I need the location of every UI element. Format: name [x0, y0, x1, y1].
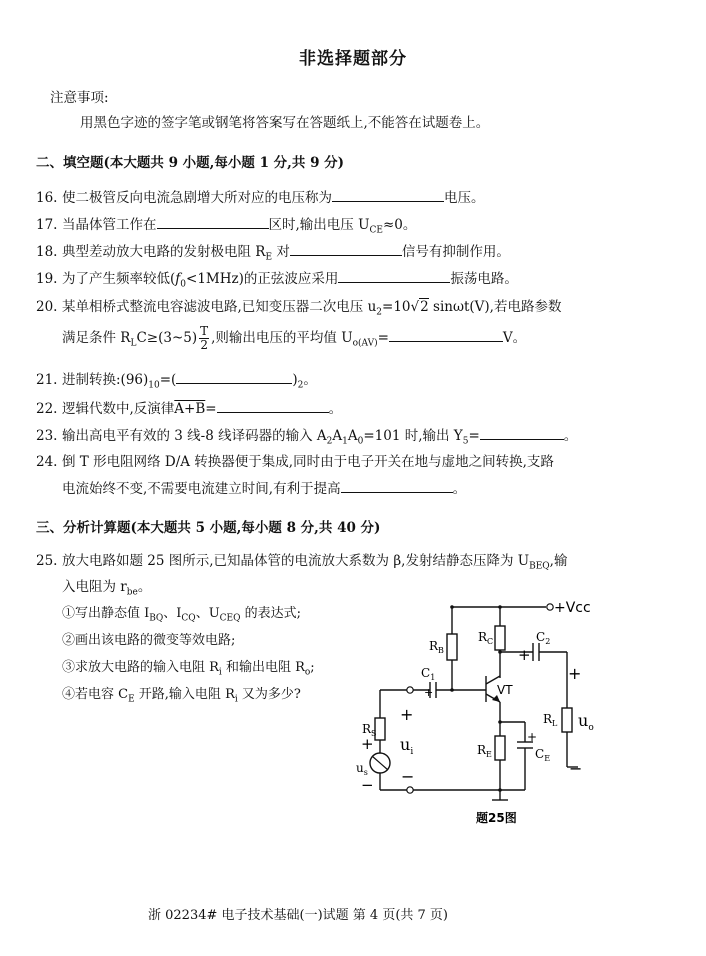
vcc-terminal — [547, 604, 553, 610]
ce-label: $C_E$ — [535, 747, 551, 763]
c1-label: $C_1$ — [421, 666, 436, 682]
section2-heading: 二、填空题(本大题共 9 小题,每小题 1 分,共 9 分) — [36, 155, 345, 171]
uo-plus: + — [568, 664, 582, 683]
question-25: 25. 放大电路如题 25 图所示,已知晶体管的电流放大系数为 β,发射结静态压降为 $U_{BEQ}$,输 — [36, 553, 568, 572]
us-plus: + — [361, 735, 374, 753]
fraction: $\frac{T}{2}$ — [200, 324, 209, 352]
answer-blank — [176, 371, 292, 384]
c2-plus: + — [518, 646, 531, 664]
ce-plus: + — [527, 730, 538, 744]
question-number: 24. — [36, 454, 58, 470]
answer-blank — [389, 329, 503, 342]
sqrt-symbol: √ — [410, 299, 420, 315]
question-24-line2: 电流始终不变,不需要电流建立时间,有利于提高 。 — [62, 481, 467, 497]
question-19: 19. 为了产生频率较低$(f_0<1MHz)$的正弦波应采用 振荡电路。 — [36, 271, 518, 290]
question-21: 21. 进制转换$:(96)_{10}=$( )$_2$。 — [36, 372, 317, 391]
question-20: 20. 某单相桥式整流电容滤波电路,已知变压器二次电压 $u_2=10√2$ sinωt(V),若电路参数 — [36, 299, 562, 318]
answer-blank — [217, 400, 329, 413]
ui-label: $u_i$ — [400, 735, 414, 757]
question-number: 20. — [36, 299, 58, 315]
question-number: 22. — [36, 401, 58, 417]
question-20-line2: 满足条件 $R_LC\ge(3\sim 5)$ $\frac{T}{2}$ ,则输出电压的平均值 $U_{o(AV)}= V$。 — [62, 324, 527, 352]
re-label: $R_E$ — [477, 743, 492, 759]
question-25-item4: ④若电容 $C_E$ 开路,输入电阻 $R_i$ 又为多少? — [62, 687, 301, 705]
ui-minus: − — [401, 767, 415, 786]
question-number: 17. — [36, 217, 58, 233]
question-17: 17. 当晶体管工作在 区时,输出电压 $U_{CE}\approx 0$。 — [36, 217, 417, 236]
question-number: 23. — [36, 428, 58, 444]
input-terminal-top — [407, 687, 413, 693]
question-number: 16. — [36, 190, 58, 206]
notice-text: 用黑色字迹的签字笔或钢笔将答案写在答题纸上,不能答在试题卷上。 — [80, 115, 490, 131]
us-label: $u_s$ — [356, 761, 368, 777]
answer-blank — [157, 216, 269, 229]
figure-caption: 题25图 — [476, 811, 517, 825]
answer-blank — [338, 270, 450, 283]
page-title: 非选择题部分 — [299, 49, 407, 69]
inverted-expression: A+B — [174, 401, 206, 417]
question-25-item3: ③求放大电路的输入电阻 $R_i$ 和输出电阻 $R_o$; — [62, 660, 315, 678]
answer-blank — [341, 480, 453, 493]
vt-label: VT — [497, 683, 513, 697]
question-24: 24. 倒 T 形电阻网络 D/A 转换器便于集成,同时由于电子开关在地与虚地之间转换,支路 — [36, 454, 554, 470]
input-terminal-bottom — [407, 787, 413, 793]
question-25-item2: ②画出该电路的微变等效电路; — [62, 633, 236, 648]
question-number: 25. — [36, 553, 58, 569]
rb-label: $R_B$ — [429, 639, 444, 655]
question-number: 19. — [36, 271, 58, 287]
uo-label: $u_o$ — [578, 711, 594, 733]
section3-heading: 三、分析计算题(本大题共 5 小题,每小题 8 分,共 40 分) — [36, 520, 381, 536]
page-footer: 浙 02234# 电子技术基础(一)试题 第 4 页(共 7 页) — [148, 908, 449, 923]
answer-blank — [332, 189, 444, 202]
question-23: 23. 输出高电平有效的 3 线-8 线译码器的输入 $A_2A_1A_0=101$ 时,输出 $Y_5=$ 。 — [36, 428, 578, 447]
answer-blank — [480, 427, 564, 440]
question-25-item1: ①写出静态值 $I_{BQ}$、$I_{CQ}$、$U_{CEQ}$ 的表达式; — [62, 606, 302, 624]
rb-resistor — [447, 634, 457, 660]
question-number: 18. — [36, 244, 58, 260]
notice-label: 注意事项: — [50, 90, 109, 106]
circuit-diagram — [340, 592, 620, 832]
question-18: 18. 典型差动放大电路的发射极电阻 $R_E$ 对 信号有抑制作用。 — [36, 244, 510, 263]
re-resistor — [495, 736, 505, 760]
us-minus: − — [361, 776, 374, 794]
c1-plus: + — [424, 686, 434, 699]
rc-label: $R_C$ — [478, 630, 494, 646]
rl-resistor — [562, 708, 572, 732]
question-25-line2: 入电阻为 $r_{be}$。 — [62, 579, 152, 598]
rs-label: $R_S$ — [362, 722, 377, 738]
rl-label: $R_L$ — [543, 712, 558, 728]
vcc-label: +Vcc — [554, 600, 591, 616]
rc-resistor — [495, 626, 505, 650]
question-number: 21. — [36, 372, 58, 388]
answer-blank — [290, 243, 402, 256]
question-16: 16. 使二极管反向电流急剧增大所对应的电压称为 电压。 — [36, 190, 485, 206]
uo-minus: − — [569, 759, 583, 778]
c2-label: $C_2$ — [536, 630, 551, 646]
ui-plus: + — [400, 705, 414, 724]
question-22: 22. 逻辑代数中,反演律A+B= 。 — [36, 401, 343, 417]
